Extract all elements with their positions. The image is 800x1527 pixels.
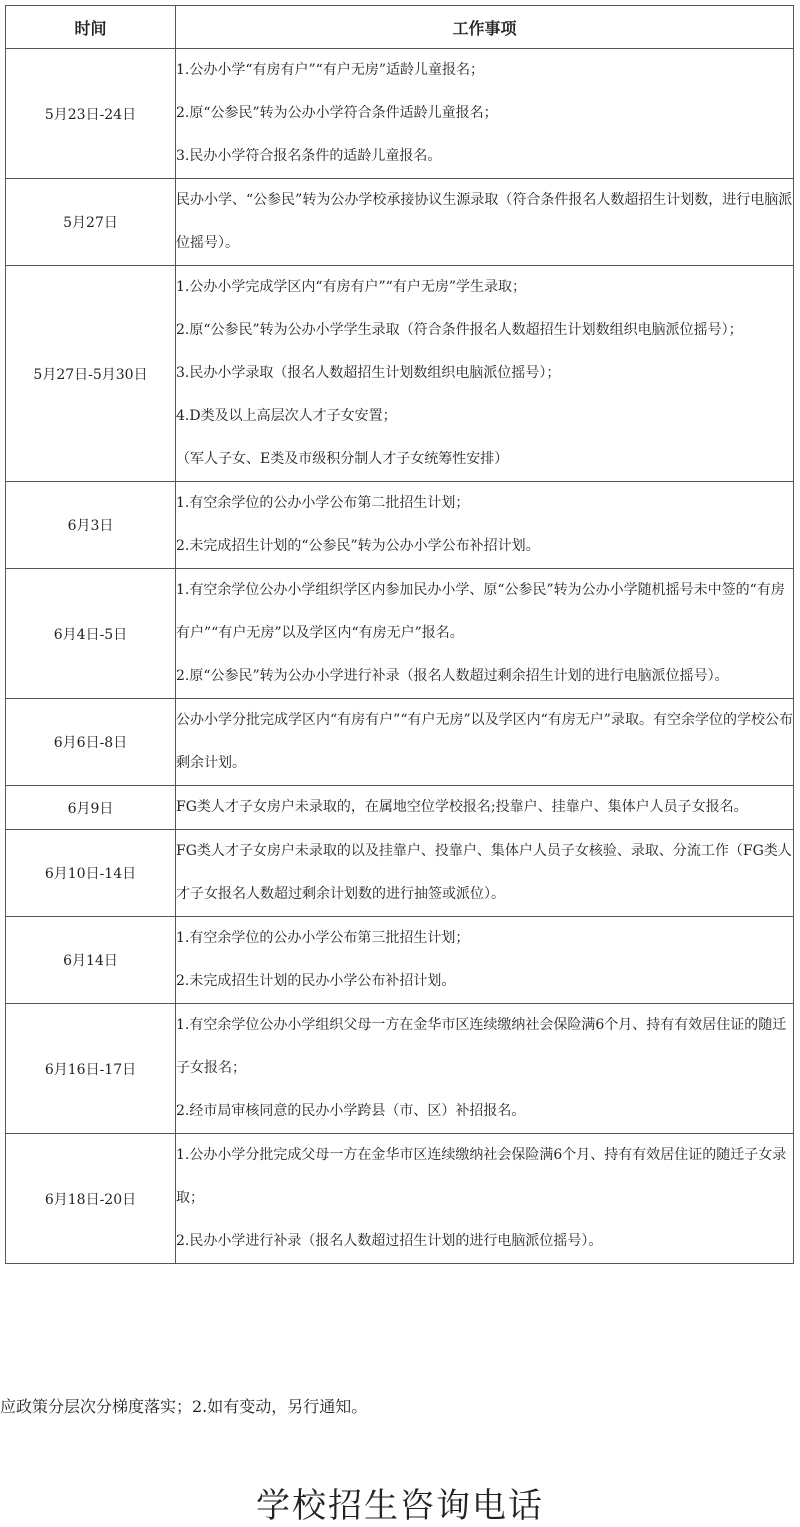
item-line: （军人子女、E类及市级积分制人才子女统筹性安排） <box>176 451 509 467</box>
row-time: 5月27日 <box>6 179 176 266</box>
item-line: 1.有空余学位的公办小学公布第三批招生计划； <box>176 930 470 946</box>
item-line: 3.民办小学录取（报名人数超招生计划数组织电脑派位摇号）； <box>176 365 561 381</box>
row-time: 5月23日-24日 <box>6 49 176 179</box>
row-time: 6月14日 <box>6 917 176 1004</box>
row-items <box>176 786 794 830</box>
row-items <box>176 482 794 569</box>
item-line: 2.原“公参民”转为公办小学学生录取（符合条件报名人数超招生计划数组织电脑派位摇号）； <box>176 322 743 338</box>
item-line: 1.有空余学位公办小学组织父母一方在金华市区连续缴纳社会保险满6个月、持有有效居住证的随迁子女报名； <box>176 1017 787 1076</box>
table-row <box>6 786 794 830</box>
item-line: 公办小学分批完成学区内“有房有户”“有户无房”以及学区内“有房无户”录取。有空余学位的学校公布剩余计划。 <box>176 712 793 771</box>
item-line: 1.有空余学位的公办小学公布第二批招生计划； <box>176 495 470 511</box>
item-line: FG类人才子女房户未录取的，在属地空位学校报名;投靠户、挂靠户、集体户人员子女报名。 <box>176 799 748 815</box>
row-items <box>176 917 794 1004</box>
table-row <box>6 1134 794 1264</box>
row-items <box>176 699 794 786</box>
row-time: 6月6日-8日 <box>6 699 176 786</box>
item-line: 4.D类及以上高层次人才子女安置； <box>176 408 397 424</box>
table-row <box>6 482 794 569</box>
item-line: 民办小学、“公参民”转为公办学校承接协议生源录取（符合条件报名人数超招生计划数，进行电脑派位摇号）。 <box>176 192 793 251</box>
item-line: 1.公办小学完成学区内“有房有户”“有户无房”学生录取； <box>176 279 526 295</box>
row-items <box>176 1004 794 1134</box>
column-header-time: 时间 <box>6 6 176 49</box>
row-time: 6月18日-20日 <box>6 1134 176 1264</box>
table-row <box>6 49 794 179</box>
item-line: 2.原“公参民”转为公办小学进行补录（报名人数超过剩余招生计划的进行电脑派位摇号）。 <box>176 668 729 684</box>
item-line: 1.公办小学“有房有户”“有户无房”适龄儿童报名； <box>176 62 484 78</box>
row-items <box>176 266 794 482</box>
table-row <box>6 1004 794 1134</box>
table-row <box>6 569 794 699</box>
row-time: 6月10日-14日 <box>6 830 176 917</box>
table-row <box>6 830 794 917</box>
item-line: 2.未完成招生计划的民办小学公布补招计划。 <box>176 973 456 989</box>
row-items <box>176 1134 794 1264</box>
table-header-row <box>6 6 794 49</box>
row-items <box>176 179 794 266</box>
row-time: 6月16日-17日 <box>6 1004 176 1134</box>
item-line: 2.未完成招生计划的“公参民”转为公办小学公布补招计划。 <box>176 538 540 554</box>
table-row <box>6 699 794 786</box>
column-header-items: 工作事项 <box>176 6 794 49</box>
item-line: 3.民办小学符合报名条件的适龄儿童报名。 <box>176 148 442 164</box>
item-line: FG类人才子女房户未录取的以及挂靠户、投靠户、集体户人员子女核验、录取、分流工作（FG类人才子女报名人数超过剩余计划数的进行抽签或派位）。 <box>176 843 792 902</box>
item-line: 1.有空余学位公办小学组织学区内参加民办小学、原“公参民”转为公办小学随机摇号未中签的“有房有户”“有户无房”以及学区内“有房无户”报名。 <box>176 582 785 641</box>
row-items <box>176 830 794 917</box>
table-row <box>6 179 794 266</box>
item-line: 2.经市局审核同意的民办小学跨县（市、区）补招报名。 <box>176 1103 526 1119</box>
row-time: 6月3日 <box>6 482 176 569</box>
item-line: 1.公办小学分批完成父母一方在金华市区连续缴纳社会保险满6个月、持有有效居住证的随迁子女录取； <box>176 1147 787 1206</box>
row-items <box>176 49 794 179</box>
section-heading: 学校招生咨询电话 <box>256 1486 544 1526</box>
row-time: 5月27日-5月30日 <box>6 266 176 482</box>
row-items <box>176 569 794 699</box>
table-row <box>6 266 794 482</box>
table-row <box>6 917 794 1004</box>
footnote: 应政策分层次分梯度落实；2.如有变动，另行通知。 <box>0 1397 368 1416</box>
row-time: 6月9日 <box>6 786 176 830</box>
row-time: 6月4日-5日 <box>6 569 176 699</box>
item-line: 2.原“公参民”转为公办小学符合条件适龄儿童报名； <box>176 105 498 121</box>
item-line: 2.民办小学进行补录（报名人数超过招生计划的进行电脑派位摇号）。 <box>176 1233 603 1249</box>
enrollment-schedule-table <box>5 5 794 1264</box>
